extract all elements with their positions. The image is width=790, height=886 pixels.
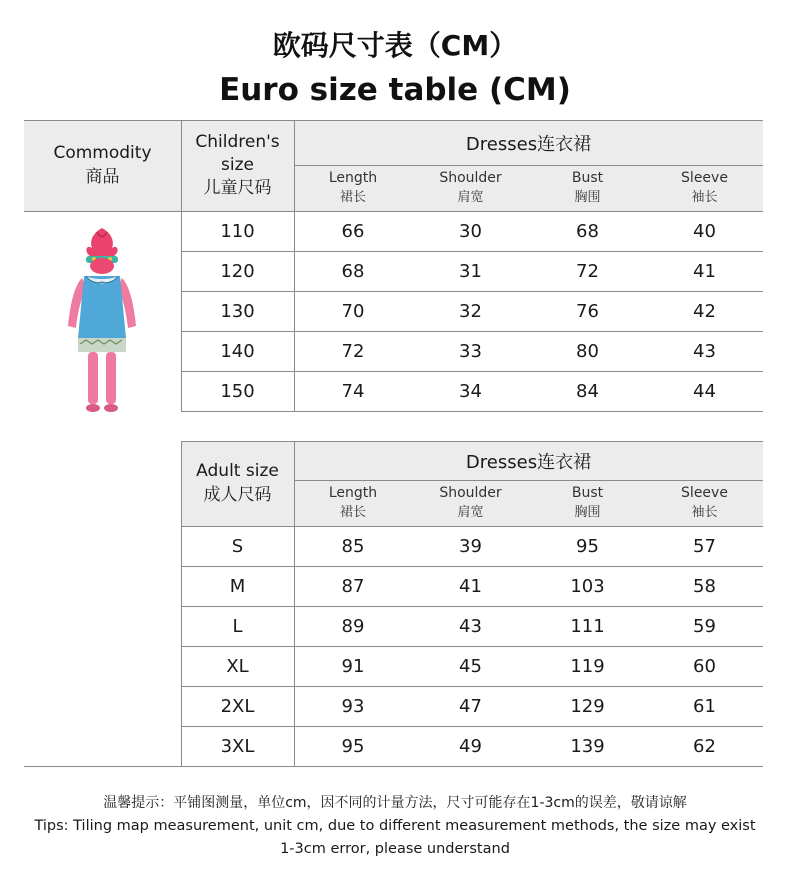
column-label-cn: 肩宽	[457, 189, 484, 205]
sleeve-cell: 40	[693, 220, 716, 242]
sleeve-cell: 62	[693, 735, 716, 757]
bust-cell: 80	[576, 340, 599, 362]
column-label-en: Bust	[571, 485, 604, 502]
shoulder-cell: 33	[459, 340, 482, 362]
size-cell: XL	[226, 655, 249, 677]
shoulder-cell: 31	[459, 260, 482, 282]
length-cell: 66	[341, 220, 365, 242]
shoulder-cell: 34	[459, 380, 482, 402]
size-cell: 3XL	[220, 735, 255, 757]
length-cell: 87	[341, 575, 365, 597]
column-label-en: Sleeve	[681, 485, 728, 502]
size-cell: M	[229, 575, 246, 597]
bust-cell: 72	[576, 260, 599, 282]
bust-cell: 95	[576, 535, 599, 557]
column-label-cn: 袖长	[691, 504, 718, 520]
children-size-label-en-2: size	[221, 155, 254, 176]
column-header-length	[294, 165, 412, 211]
bust-cell: 68	[576, 220, 599, 242]
length-cell: 85	[341, 535, 365, 557]
sleeve-cell: 60	[693, 655, 716, 677]
length-cell: 95	[341, 735, 365, 757]
size-cell: 140	[220, 340, 255, 362]
size-cell: S	[231, 535, 244, 557]
tips-en-line-1: Tips: Tiling map measurement, unit cm, due to different measurement methods, the size may exist	[34, 818, 756, 834]
children-size-header	[181, 120, 294, 211]
column-label-en: Length	[328, 485, 378, 502]
bust-cell: 139	[570, 735, 605, 757]
tips-en	[0, 815, 790, 861]
column-header-bust	[529, 165, 646, 211]
length-cell: 91	[341, 655, 365, 677]
shoulder-cell: 41	[459, 575, 482, 597]
column-header-sleeve	[646, 480, 763, 526]
size-cell: 110	[220, 220, 255, 242]
shoulder-cell: 45	[459, 655, 482, 677]
sleeve-cell: 42	[693, 300, 716, 322]
column-label-en: Shoulder	[439, 170, 502, 187]
commodity-label-cn: 商品	[85, 166, 120, 187]
product-costume-image	[64, 226, 140, 416]
children-size-label-cn: 儿童尺码	[203, 177, 272, 198]
column-header-bust	[529, 480, 646, 526]
commodity-label-en: Commodity	[53, 142, 152, 163]
page-title-en: Euro size table (CM)	[219, 72, 571, 108]
shoulder-cell: 47	[459, 695, 482, 717]
length-cell: 70	[341, 300, 365, 322]
sleeve-cell: 57	[693, 535, 716, 557]
length-cell: 89	[341, 615, 365, 637]
length-cell: 74	[341, 380, 365, 402]
sleeve-cell: 61	[693, 695, 716, 717]
shoulder-cell: 32	[459, 300, 482, 322]
column-label-cn: 肩宽	[457, 504, 484, 520]
column-label-cn: 袖长	[691, 189, 718, 205]
sleeve-cell: 41	[693, 260, 716, 282]
column-label-cn: 胸围	[574, 189, 601, 205]
adult-size-header	[181, 441, 294, 526]
column-header-shoulder	[412, 480, 529, 526]
column-label-en: Bust	[571, 170, 604, 187]
shoulder-cell: 39	[459, 535, 482, 557]
size-cell: 150	[220, 380, 255, 402]
bust-cell: 111	[570, 615, 605, 637]
tips-cn: 温馨提示：平铺图测量，单位cm，因不同的计量方法，尺寸可能存在1-3cm的误差，敬请谅解	[103, 795, 687, 811]
column-header-length	[294, 480, 412, 526]
bust-cell: 119	[570, 655, 605, 677]
column-label-en: Length	[328, 170, 378, 187]
size-cell: 130	[220, 300, 255, 322]
shoulder-cell: 30	[459, 220, 482, 242]
sleeve-cell: 58	[693, 575, 716, 597]
length-cell: 72	[341, 340, 365, 362]
adult-size-label-cn: 成人尺码	[203, 484, 272, 505]
dresses-group-header: Dresses连衣裙	[465, 451, 592, 473]
shoulder-cell: 43	[459, 615, 482, 637]
column-header-sleeve	[646, 165, 763, 211]
size-cell: L	[232, 615, 243, 637]
bust-cell: 84	[576, 380, 599, 402]
adult-size-label-en: Adult size	[196, 460, 279, 481]
length-cell: 93	[341, 695, 365, 717]
bust-cell: 76	[576, 300, 599, 322]
length-cell: 68	[341, 260, 365, 282]
shoulder-cell: 49	[459, 735, 482, 757]
column-label-cn: 胸围	[574, 504, 601, 520]
column-label-en: Shoulder	[439, 485, 502, 502]
size-cell: 2XL	[220, 695, 255, 717]
dresses-group-header: Dresses连衣裙	[465, 133, 592, 155]
column-label-cn: 裙长	[339, 189, 366, 205]
bust-cell: 103	[570, 575, 605, 597]
size-cell: 120	[220, 260, 255, 282]
children-size-label-en-1: Children's	[195, 132, 280, 153]
column-header-shoulder	[412, 165, 529, 211]
page-title-cn: 欧码尺寸表（CM）	[272, 29, 518, 62]
sleeve-cell: 43	[693, 340, 716, 362]
sleeve-cell: 59	[693, 615, 716, 637]
column-label-en: Sleeve	[681, 170, 728, 187]
commodity-header	[24, 120, 181, 211]
tips-en-line-2: 1-3cm error, please understand	[280, 841, 510, 857]
column-label-cn: 裙长	[339, 504, 366, 520]
sleeve-cell: 44	[693, 380, 716, 402]
bust-cell: 129	[570, 695, 605, 717]
